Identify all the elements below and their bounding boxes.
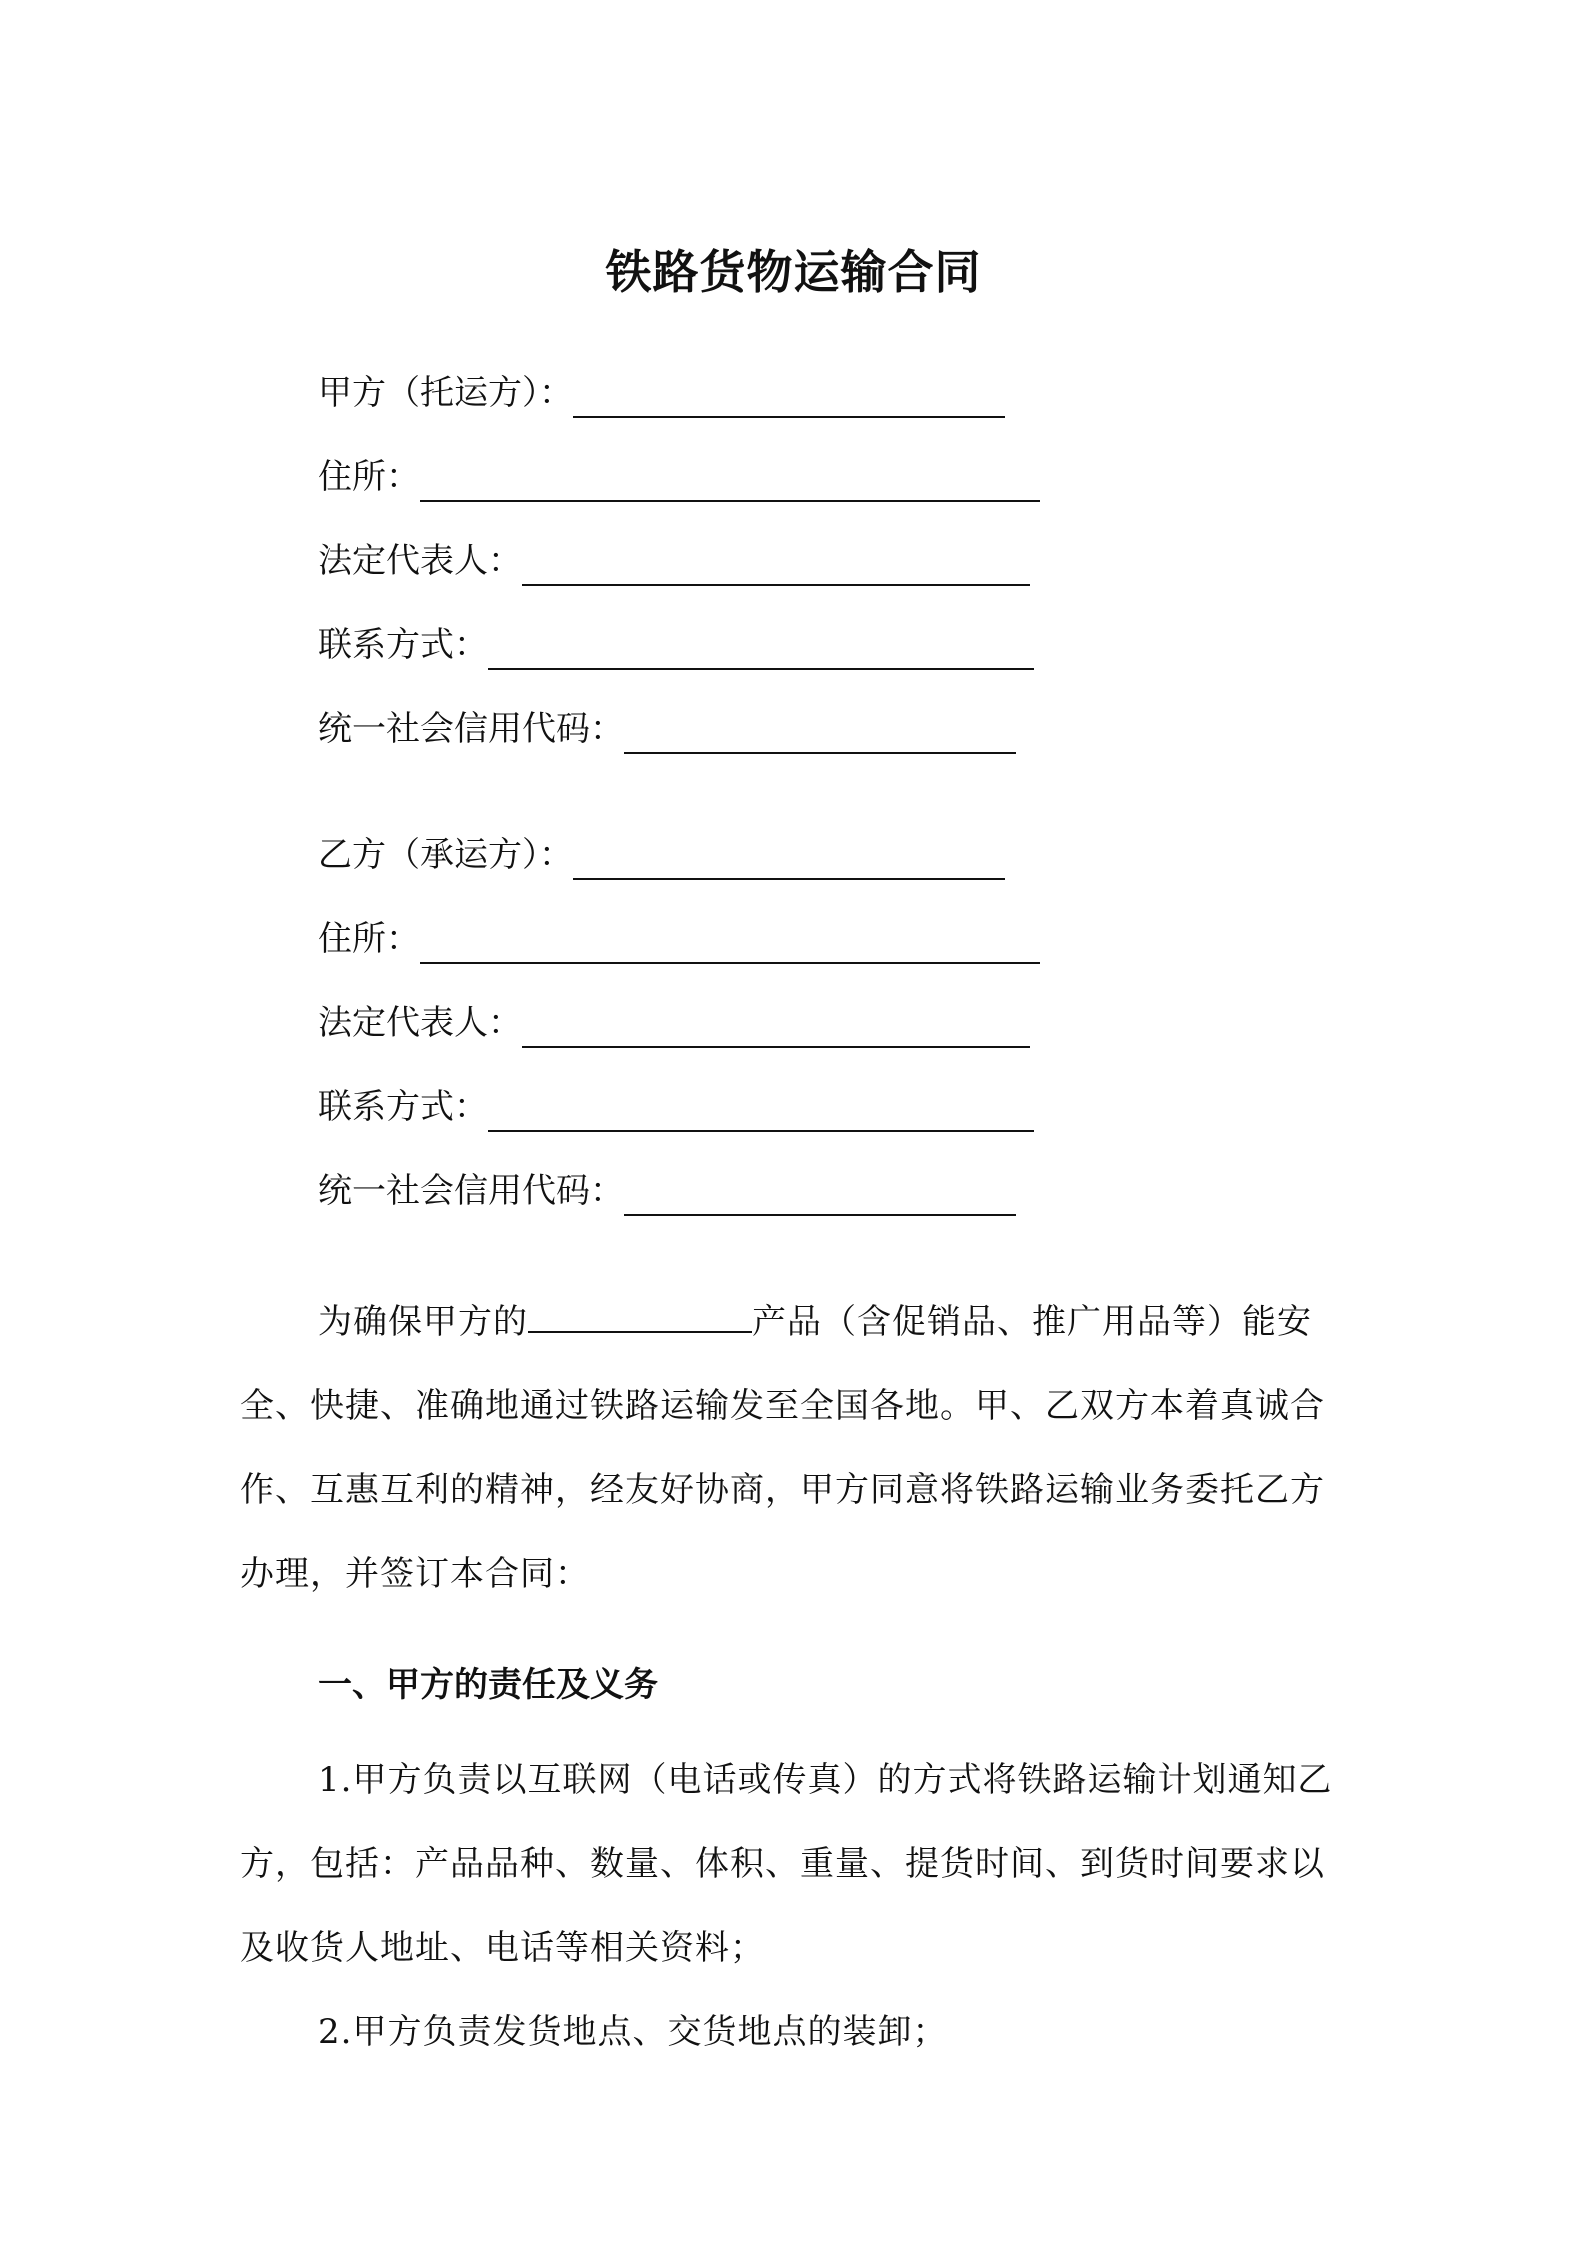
- party-a-contact-label: 联系方式：: [318, 625, 488, 665]
- section-1-clause-2: [240, 1990, 1352, 2074]
- party-a-address-field: [318, 452, 1040, 502]
- party-a-name-label: 甲方（托运方）：: [318, 373, 573, 413]
- party-b-name-label: 乙方（承运方）：: [318, 835, 573, 875]
- party-a-contact-field: [318, 620, 1034, 670]
- product-blank: [528, 1295, 752, 1333]
- clause-1-text: 1.甲方负责以互联网（电话或传真）的方式将铁路运输计划通知乙方，包括：产品品种、数量、体积、重量、提货时间、到货时间要求以及收货人地址、电话等相关资料；: [240, 1760, 1333, 1968]
- party-b-legal-rep-field: [318, 998, 1030, 1048]
- party-a-legal-rep-label: 法定代表人：: [318, 541, 522, 581]
- party-a-legal-rep-blank: [522, 544, 1030, 586]
- party-b-credit-code-blank: [624, 1174, 1016, 1216]
- party-b-name-field: [318, 830, 1005, 880]
- party-b-contact-blank: [488, 1090, 1034, 1132]
- party-a-credit-code-label: 统一社会信用代码：: [318, 709, 624, 749]
- party-b-credit-code-label: 统一社会信用代码：: [318, 1171, 624, 1211]
- party-b-legal-rep-blank: [522, 1006, 1030, 1048]
- party-b-address-blank: [420, 922, 1040, 964]
- clause-2-text: 2.甲方负责发货地点、交货地点的装卸；: [318, 2012, 948, 2052]
- party-b-credit-code-field: [318, 1166, 1016, 1216]
- section-1-heading: 一、甲方的责任及义务: [318, 1665, 658, 1705]
- party-a-name-blank: [573, 376, 1005, 418]
- party-a-legal-rep-field: [318, 536, 1030, 586]
- intro-text-part2: 产品（含促销品、推广用品等）能安全、快捷、准确地通过铁路运输发至全国各地。甲、乙双方本着真诚合作、互惠互利的精神，经友好协商，甲方同意将铁路运输业务委托乙方办理，并签订本合同：: [240, 1302, 1325, 1594]
- section-1-clause-1: [240, 1738, 1352, 1990]
- party-a-address-blank: [420, 460, 1040, 502]
- party-b-address-field: [318, 914, 1040, 964]
- intro-paragraph: [240, 1280, 1352, 1616]
- party-a-contact-blank: [488, 628, 1034, 670]
- party-b-address-label: 住所：: [318, 919, 420, 959]
- party-a-credit-code-field: [318, 704, 1016, 754]
- party-a-name-field: [318, 368, 1005, 418]
- party-b-contact-label: 联系方式：: [318, 1087, 488, 1127]
- party-a-credit-code-blank: [624, 712, 1016, 754]
- party-b-name-blank: [573, 838, 1005, 880]
- intro-text-part1: 为确保甲方的: [318, 1302, 528, 1342]
- party-b-contact-field: [318, 1082, 1034, 1132]
- contract-title: 铁路货物运输合同: [605, 245, 982, 299]
- party-b-legal-rep-label: 法定代表人：: [318, 1003, 522, 1043]
- party-a-address-label: 住所：: [318, 457, 420, 497]
